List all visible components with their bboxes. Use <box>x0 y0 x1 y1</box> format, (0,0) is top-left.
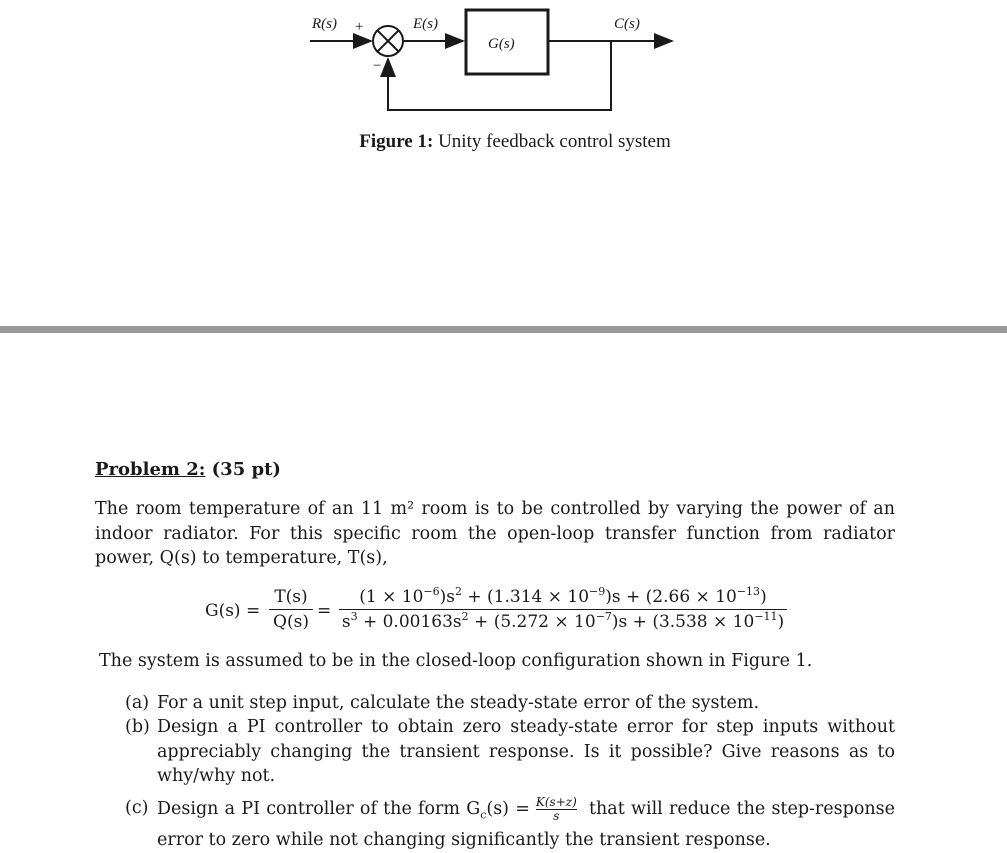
closed-loop-assumption: The system is assumed to be in the closed-loop configuration shown in Figure 1. <box>99 651 813 671</box>
fraction-tq <box>269 585 313 634</box>
fraction-gs <box>339 585 787 634</box>
item-label: (a) <box>125 693 150 713</box>
figure-caption <box>0 131 1007 153</box>
problem-title: Problem 2: <box>95 459 206 480</box>
page-divider <box>0 326 1007 333</box>
label-c: C(s) <box>614 16 640 32</box>
caption-text: Unity feedback control system <box>433 131 671 152</box>
block-diagram <box>0 0 1007 130</box>
label-e: E(s) <box>413 16 438 32</box>
label-minus: − <box>373 58 382 74</box>
problem-points: (35 pt) <box>205 459 281 480</box>
item-label: (b) <box>125 717 150 737</box>
item-text: Design a PI controller to obtain zero steady-state error for step inputs without appreciably changing the transient response. Is it possible? Give reasons as to why/why not. <box>157 717 895 786</box>
gs-numerator: $(1 \times 10^{-6})s^2 + (1.314 \times 10^{-9})s + (2.66 \times 10^{-13})$ <box>359 585 767 607</box>
equals-sign: = <box>317 601 332 621</box>
problem-heading <box>95 459 281 480</box>
item-text: For a unit step input, calculate the steady-state error of the system. <box>157 693 760 713</box>
item-label: (c) <box>125 798 149 818</box>
transfer-function-equation <box>205 585 805 641</box>
caption-label: Figure 1: <box>359 131 434 152</box>
fraction-tq-denominator: Q(s) <box>273 612 309 633</box>
item-text: Design a PI controller of the form $G_c(s)$ = $\frac{K(s+z)}{s}$ that will reduce the step-response error to zero while not changing significantly the transient response. <box>157 795 895 850</box>
fraction-tq-numerator: T(s) <box>274 587 308 607</box>
equation-lhs: G(s) = <box>205 601 261 621</box>
gs-denominator: $s^3 + 0.00163s^2 + (5.272 \times 10^{-7})s + (3.538 \times 10^{-11})$ <box>341 610 785 633</box>
label-g: G(s) <box>488 36 515 52</box>
problem-intro: The room temperature of an 11 m² room is to be controlled by varying the power of an indoor radiator. For this specific room the open-loop transfer function from radiator power, Q(s) to temperature, T(s), <box>95 499 895 568</box>
label-plus: + <box>355 19 364 35</box>
pi-controller-fraction: $\frac{K(s+z)}{s}$ <box>535 795 577 823</box>
label-r: R(s) <box>312 16 337 32</box>
